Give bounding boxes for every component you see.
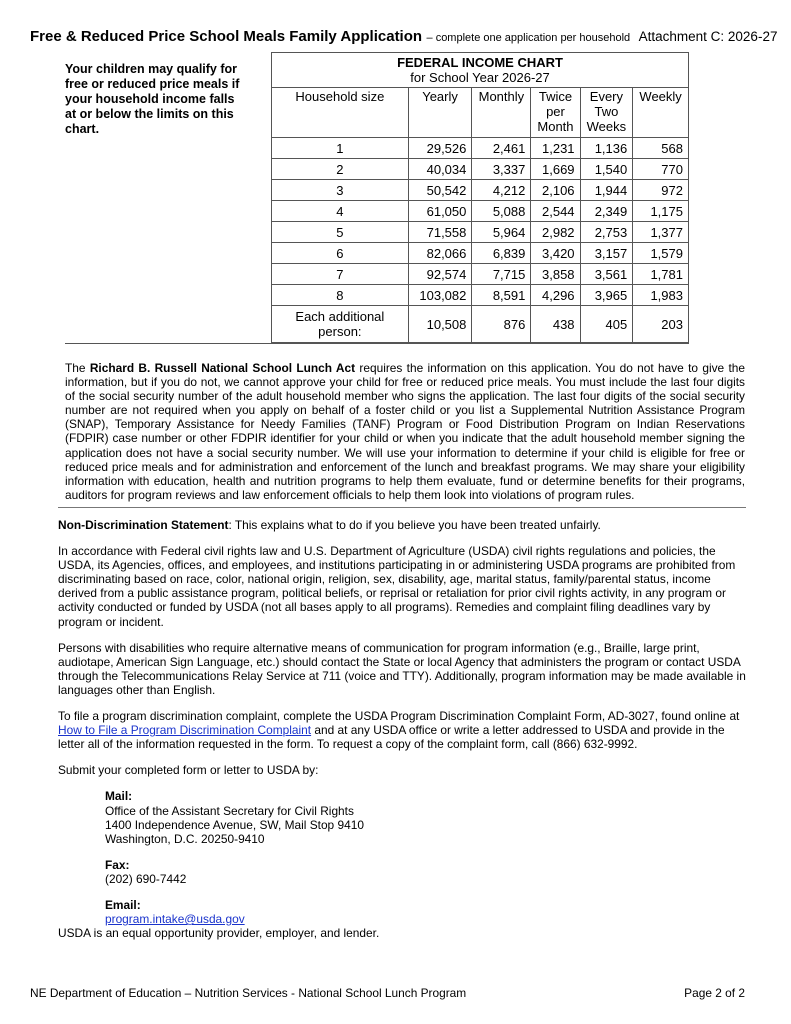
income-cell: 1,781 (633, 264, 689, 285)
closing-statement: USDA is an equal opportunity provider, employer, and lender. (58, 926, 380, 941)
income-cell: 1,231 (531, 138, 580, 159)
complaint-link[interactable]: How to File a Program Discrimination Complaint (58, 723, 312, 738)
household-size-cell: 4 (272, 201, 409, 222)
income-cell: 1,669 (531, 159, 580, 180)
act-name: Richard B. Russell National School Lunch Act (89, 361, 356, 375)
submit-instructions: Submit your completed form or letter to USDA by: (58, 763, 319, 778)
contact-block (105, 789, 748, 926)
income-cell: 6,839 (472, 243, 531, 264)
mail-line: Washington, D.C. 20250-9410 (105, 831, 265, 846)
nds-p3-end: and at any USDA office or write a letter addressed to USDA and provide in the letter all of the information requested in the form. To request a copy of the complaint form, call (866) 632-9992. (58, 723, 725, 752)
divider (65, 343, 689, 344)
nds-paragraph-3 (58, 709, 748, 751)
chart-caption (272, 53, 689, 88)
income-cell: 3,420 (531, 243, 580, 264)
household-size-cell: 2 (272, 159, 409, 180)
table-row (272, 138, 689, 159)
col-header: Household size (272, 88, 409, 138)
income-cell: 4,212 (472, 180, 531, 201)
income-cell: 29,526 (408, 138, 472, 159)
income-cell: 3,858 (531, 264, 580, 285)
nds-p3-start: To file a program discrimination complaint, complete the USDA Program Discrimination Complaint Form, AD-3027, found online at (58, 709, 740, 724)
income-cell: 1,944 (580, 180, 633, 201)
federal-income-chart (271, 52, 689, 343)
qualify-notice: Your children may qualify for free or reduced price meals if your household income falls at or below the limits on this chart. (65, 62, 240, 136)
nds-heading: Non-Discrimination Statement (58, 518, 229, 532)
table-row (272, 285, 689, 306)
table-row (272, 243, 689, 264)
income-cell: 568 (633, 138, 689, 159)
income-cell: 2,106 (531, 180, 580, 201)
attachment-label: Attachment C: 2026-27 (638, 29, 778, 44)
income-cell: 438 (531, 306, 580, 343)
fax-number: (202) 690-7442 (105, 871, 187, 886)
page-number: Page 2 of 2 (684, 986, 745, 1000)
chart-subtitle: for School Year 2026-27 (410, 70, 550, 85)
income-cell: 1,540 (580, 159, 633, 180)
col-header: Monthly (472, 88, 531, 138)
fax-block (105, 858, 748, 886)
income-cell: 2,753 (580, 222, 633, 243)
household-size-cell: 7 (272, 264, 409, 285)
col-header: Twice per Month (531, 88, 580, 138)
income-cell: 2,349 (580, 201, 633, 222)
email-block (105, 898, 748, 926)
mail-block (105, 789, 748, 845)
income-cell: 61,050 (408, 201, 472, 222)
income-cell: 3,561 (580, 264, 633, 285)
col-header: Yearly (408, 88, 472, 138)
income-cell: 405 (580, 306, 633, 343)
income-cell: 1,377 (633, 222, 689, 243)
income-cell: 40,034 (408, 159, 472, 180)
income-cell: 3,337 (472, 159, 531, 180)
col-header: Every Two Weeks (580, 88, 633, 138)
page-header (30, 28, 778, 46)
income-cell: 203 (633, 306, 689, 343)
income-cell: 1,175 (633, 201, 689, 222)
act-paragraph (65, 361, 745, 502)
household-size-cell: 5 (272, 222, 409, 243)
household-size-cell: 3 (272, 180, 409, 201)
income-cell: 71,558 (408, 222, 472, 243)
income-cell: 7,715 (472, 264, 531, 285)
income-cell: 5,964 (472, 222, 531, 243)
table-row (272, 264, 689, 285)
income-cell: 8,591 (472, 285, 531, 306)
act-body: requires the information on this application. You do not have to give the information, but if you do not, we cannot approve your child for free or reduced price meals. You must include the last four digits of the social security number of the adult household member who signs the application. The last four digits of the social security number are not required when you apply on behalf of a foster child or you list a Supplemental Nutrition Assistance Program (SNAP), Temporary Assistance for Needy Families (TANF) Program or Food Distribution Program on Indian Reservations (FDPIR) case number or other FDPIR identifier for your child or when you indicate that the adult household member signing the application does not have a social security number. We will use your information to determine if your child is eligible for free or reduced price meals and for administration and enforcement of the lunch and breakfast programs. We may share your eligibility information with education, health and nutrition programs to help them evaluate, fund or determine benefits for their programs, auditors for program reviews and law enforcement officials to help them look into violations of program rules. (65, 361, 745, 502)
form-title: Free & Reduced Price School Meals Family Application (30, 28, 423, 45)
table-row (272, 201, 689, 222)
table-row (272, 180, 689, 201)
mail-line: 1400 Independence Avenue, SW, Mail Stop 9410 (105, 817, 364, 832)
household-size-cell: Each additional person: (272, 306, 409, 343)
income-cell: 1,136 (580, 138, 633, 159)
income-cell: 1,983 (633, 285, 689, 306)
household-size-cell: 1 (272, 138, 409, 159)
email-link[interactable]: program.intake@usda.gov (105, 912, 245, 927)
income-cell: 770 (633, 159, 689, 180)
income-cell: 3,157 (580, 243, 633, 264)
footer-org: NE Department of Education – Nutrition Services - National School Lunch Program (30, 986, 467, 1000)
income-cell: 103,082 (408, 285, 472, 306)
non-discrimination-section (58, 518, 748, 940)
income-cell: 92,574 (408, 264, 472, 285)
household-size-cell: 8 (272, 285, 409, 306)
income-cell: 876 (472, 306, 531, 343)
email-label: Email: (105, 897, 141, 912)
table-row (272, 159, 689, 180)
nds-paragraph-2: Persons with disabilities who require alternative means of communication for program information (e.g., Braille, large print, audiotape, American Sign Language, etc.) should contact the State or local Agency that administers the program or contact USDA through the Telecommunications Relay Service at 711 (voice and TTY). Additionally, program information may be made available in languages other than English. (58, 640, 746, 697)
chart-title: FEDERAL INCOME CHART (397, 55, 563, 70)
income-cell: 82,066 (408, 243, 472, 264)
nds-heading-rest: : This explains what to do if you believe you have been treated unfairly. (228, 518, 601, 532)
col-header: Weekly (633, 88, 689, 138)
mail-label: Mail: (105, 789, 133, 804)
act-intro: The (65, 361, 90, 375)
table-row (272, 306, 689, 343)
nds-paragraph-1: In accordance with Federal civil rights law and U.S. Department of Agriculture (USDA) civil rights regulations and policies, the USDA, its Agencies, offices, and employees, and institutions participating in or administering USDA programs are prohibited from discriminating based on race, color, national origin, religion, sex, disability, age, marital status, family/parental status, income derived from a public assistance program, political beliefs, or reprisal or retaliation for prior civil rights activity, in any program or activity conducted or funded by USDA (not all bases apply to all programs). Remedies and complaint filing deadlines vary by program or incident. (58, 544, 736, 629)
income-cell: 10,508 (408, 306, 472, 343)
fax-label: Fax: (105, 857, 130, 872)
income-cell: 972 (633, 180, 689, 201)
form-subtitle: – complete one application per household (426, 32, 631, 44)
income-cell: 5,088 (472, 201, 531, 222)
income-cell: 3,965 (580, 285, 633, 306)
income-cell: 1,579 (633, 243, 689, 264)
income-cell: 4,296 (531, 285, 580, 306)
household-size-cell: 6 (272, 243, 409, 264)
income-cell: 2,982 (531, 222, 580, 243)
income-cell: 2,461 (472, 138, 531, 159)
income-cell: 50,542 (408, 180, 472, 201)
mail-line: Office of the Assistant Secretary for Civil Rights (105, 803, 354, 818)
chart-header-row (272, 88, 689, 138)
table-row (272, 222, 689, 243)
divider (58, 507, 746, 508)
income-cell: 2,544 (531, 201, 580, 222)
